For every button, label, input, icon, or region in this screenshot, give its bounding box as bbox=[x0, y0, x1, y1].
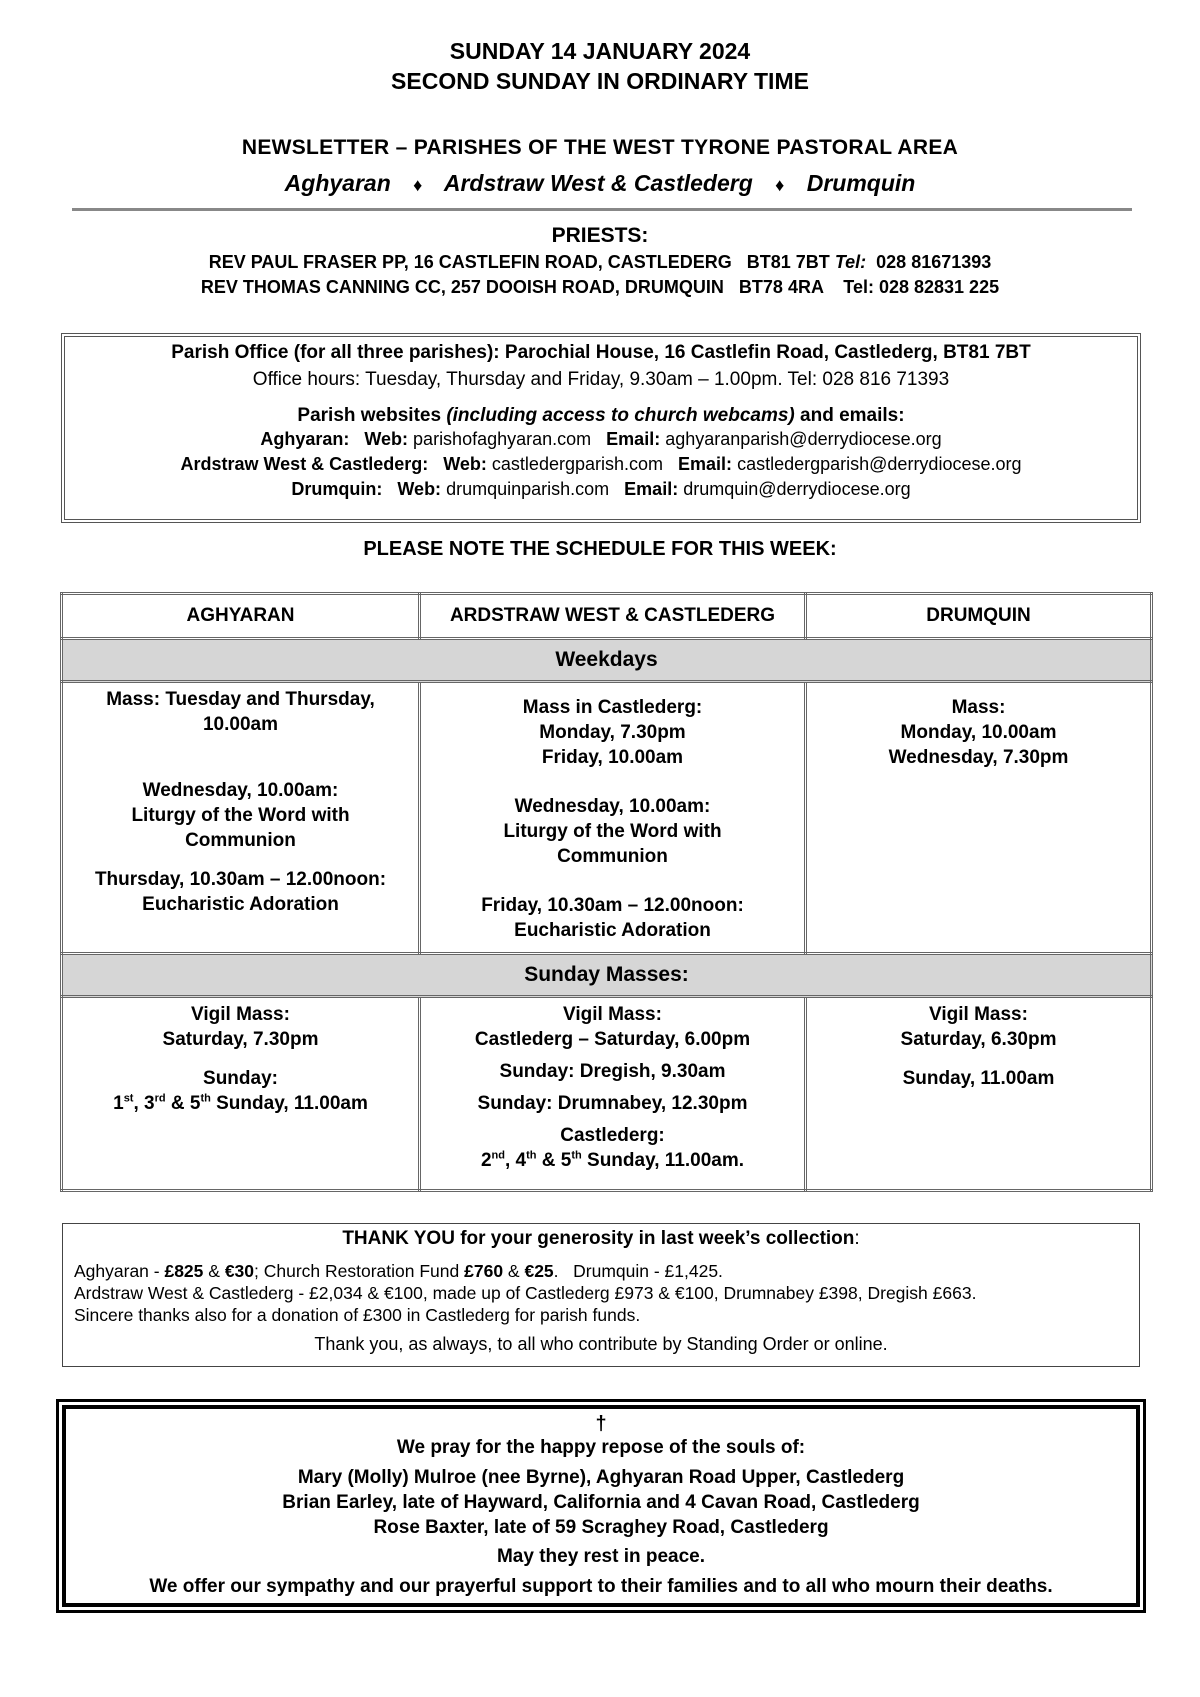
occasion-line: SECOND SUNDAY IN ORDINARY TIME bbox=[391, 68, 809, 94]
office-address: Parish Office (for all three parishes): Parochial House, 16 Castlefin Road, Castlederg, BT81 7BT bbox=[171, 342, 1031, 363]
priest-line bbox=[0, 275, 1200, 300]
office-hours: Office hours: Tuesday, Thursday and Friday, 9.30am – 1.00pm. Tel: 028 816 71393 bbox=[252, 369, 950, 390]
deceased-name: Brian Earley, late of Hayward, California and 4 Cavan Road, Castlederg bbox=[282, 1492, 920, 1513]
column-header-drumquin: DRUMQUIN bbox=[806, 594, 1152, 639]
ordinal-suffix: nd bbox=[491, 1149, 505, 1162]
weekdays-row bbox=[62, 682, 1152, 954]
contact-row bbox=[65, 427, 1137, 452]
schedule-line: Liturgy of the Word with bbox=[131, 805, 350, 826]
schedule-line: Communion bbox=[185, 830, 296, 851]
collection-text: Aghyaran - bbox=[74, 1261, 165, 1281]
collection-line bbox=[74, 1260, 1139, 1282]
schedule-line: Monday, 7.30pm bbox=[539, 722, 686, 743]
priest-phone: 028 82831 225 bbox=[873, 277, 1000, 297]
repose-title: We pray for the happy repose of the souls of: bbox=[396, 1437, 806, 1458]
schedule-line: Saturday, 7.30pm bbox=[162, 1029, 319, 1050]
web-label: Web: bbox=[397, 479, 442, 499]
ordinal-suffix: th bbox=[571, 1149, 582, 1162]
contact-parish: Drumquin: bbox=[291, 479, 383, 499]
schedule-line bbox=[63, 1091, 418, 1116]
ordinal-separator: & bbox=[165, 1093, 190, 1114]
web-label: Web: bbox=[443, 454, 487, 474]
sunday-cell-drumquin bbox=[806, 997, 1152, 1191]
schedule-line: Eucharistic Adoration bbox=[514, 920, 711, 941]
weekday-cell-castlederg bbox=[420, 682, 806, 954]
schedule-header-row bbox=[62, 594, 1152, 639]
priests-title: PRIESTS: bbox=[551, 224, 649, 247]
column-header-aghyaran: AGHYARAN bbox=[62, 594, 420, 639]
schedule-line: Castlederg – Saturday, 6.00pm bbox=[474, 1029, 751, 1050]
websites-heading-text: and emails: bbox=[794, 405, 905, 426]
websites-heading bbox=[65, 405, 1137, 427]
parish-name: Aghyaran bbox=[284, 170, 391, 196]
thanks-footer: Thank you, as always, to all who contribute by Standing Order or online. bbox=[314, 1334, 888, 1354]
sunday-cell-aghyaran bbox=[62, 997, 420, 1191]
weekday-cell-aghyaran bbox=[62, 682, 420, 954]
thanks-title-text: for your generosity in last week’s collection bbox=[454, 1228, 855, 1249]
parish-name: Ardstraw West & Castlederg bbox=[443, 170, 753, 196]
schedule-line: 10.00am bbox=[202, 714, 278, 735]
contact-row bbox=[65, 452, 1137, 477]
web-label: Web: bbox=[364, 429, 409, 449]
webcam-note: (including access to church webcams) bbox=[446, 405, 795, 426]
schedule-line: Sunday, 11.00am bbox=[902, 1068, 1055, 1089]
schedule-line: Mass: bbox=[951, 697, 1006, 718]
ordinal-separator: , bbox=[504, 1150, 516, 1171]
schedule-line: Mass: Tuesday and Thursday, bbox=[106, 689, 375, 710]
contact-row bbox=[65, 477, 1137, 502]
parish-list bbox=[0, 170, 1200, 197]
sympathy-line: We offer our sympathy and our prayerful support to their families and to all who mourn their deaths. bbox=[149, 1576, 1053, 1597]
schedule-note: PLEASE NOTE THE SCHEDULE FOR THIS WEEK: bbox=[363, 538, 837, 560]
repose-inner bbox=[62, 1405, 1140, 1607]
schedule-line: Friday, 10.00am bbox=[541, 747, 684, 768]
schedule-line: Thursday, 10.30am – 12.00noon: bbox=[94, 869, 387, 890]
diamond-separator-icon: ♦ bbox=[775, 175, 785, 195]
newsletter-title: NEWSLETTER – PARISHES OF THE WEST TYRONE PASTORAL AREA bbox=[241, 136, 959, 159]
ordinal-number: 5 bbox=[560, 1150, 572, 1171]
tel-label: Tel: bbox=[843, 277, 874, 297]
deceased-name: Rose Baxter, late of 59 Scraghey Road, Castlederg bbox=[373, 1517, 829, 1538]
schedule-line: Wednesday, 10.00am: bbox=[142, 780, 339, 801]
parish-office-box bbox=[61, 333, 1141, 523]
collection-text: & bbox=[203, 1261, 225, 1281]
sunday-band-row bbox=[62, 954, 1152, 997]
sunday-row bbox=[62, 997, 1152, 1191]
ordinal-number: 1 bbox=[113, 1093, 124, 1114]
collection-amount: £825 bbox=[164, 1261, 204, 1281]
ordinal-number: 4 bbox=[515, 1150, 527, 1171]
collection-text: . Drumquin - £1,425. bbox=[553, 1261, 723, 1281]
ordinal-number: 5 bbox=[189, 1093, 201, 1114]
collection-thanks-box bbox=[62, 1223, 1140, 1367]
ordinal-suffix: th bbox=[526, 1149, 537, 1162]
schedule-line: Liturgy of the Word with bbox=[503, 821, 722, 842]
priest-address: REV PAUL FRASER PP, 16 CASTLEFIN ROAD, CASTLEDERG BT81 7BT bbox=[208, 252, 835, 272]
ordinal-number: 3 bbox=[144, 1093, 155, 1114]
websites-heading-text: Parish websites bbox=[297, 405, 447, 426]
deceased-list bbox=[66, 1465, 1136, 1540]
schedule-time: Sunday, 11.00am bbox=[210, 1093, 368, 1114]
date-line: SUNDAY 14 JANUARY 2024 bbox=[449, 38, 751, 64]
schedule-line: Sunday: Dregish, 9.30am bbox=[499, 1061, 726, 1082]
header-divider bbox=[72, 208, 1132, 211]
schedule-line bbox=[421, 1148, 804, 1173]
email-label: Email: bbox=[606, 429, 661, 449]
email-label: Email: bbox=[678, 454, 733, 474]
collection-amount: €30 bbox=[224, 1261, 255, 1281]
schedule-line: Sunday: bbox=[203, 1068, 278, 1089]
schedule-table bbox=[60, 592, 1153, 1192]
ordinal-number: 2 bbox=[480, 1150, 492, 1171]
schedule-line: Castlederg: bbox=[560, 1125, 665, 1146]
website-link[interactable]: parishofaghyaran.com bbox=[413, 429, 592, 449]
priest-line bbox=[0, 250, 1200, 275]
cross-icon: † bbox=[595, 1413, 607, 1435]
collection-text: ; Church Restoration Fund bbox=[254, 1261, 465, 1281]
collection-line: Ardstraw West & Castlederg - £2,034 & €100, made up of Castlederg £973 & €100, Drumnabey £398, Dregish £663. bbox=[74, 1283, 977, 1303]
weekdays-band: Weekdays bbox=[62, 639, 1152, 682]
schedule-line: Eucharistic Adoration bbox=[142, 894, 339, 915]
tel-label: Tel: bbox=[834, 252, 867, 272]
schedule-line: Wednesday, 7.30pm bbox=[888, 747, 1069, 768]
schedule-time: Sunday, 11.00am. bbox=[581, 1150, 745, 1171]
repose-box bbox=[56, 1399, 1146, 1613]
contact-parish: Ardstraw West & Castlederg: bbox=[180, 454, 429, 474]
parish-name: Drumquin bbox=[806, 170, 916, 196]
priest-address: REV THOMAS CANNING CC, 257 DOOISH ROAD, DRUMQUIN BT78 4RA bbox=[200, 277, 844, 297]
schedule-line: Communion bbox=[557, 846, 668, 867]
website-link[interactable]: drumquinparish.com bbox=[446, 479, 610, 499]
schedule-line: Vigil Mass: bbox=[191, 1004, 290, 1025]
schedule-line: Sunday: Drumnabey, 12.30pm bbox=[477, 1093, 748, 1114]
sunday-cell-castlederg bbox=[420, 997, 806, 1191]
weekday-cell-drumquin bbox=[806, 682, 1152, 954]
collection-amount: €25 bbox=[524, 1261, 554, 1281]
thanks-title bbox=[63, 1228, 1139, 1250]
contact-parish: Aghyaran: bbox=[260, 429, 350, 449]
schedule-line: Friday, 10.30am – 12.00noon: bbox=[481, 895, 744, 916]
weekdays-band-row bbox=[62, 639, 1152, 682]
schedule-line: Vigil Mass: bbox=[563, 1004, 662, 1025]
thanks-title-colon: : bbox=[854, 1228, 860, 1249]
ordinal-suffix: th bbox=[200, 1092, 211, 1105]
email-label: Email: bbox=[624, 479, 679, 499]
schedule-line: Monday, 10.00am bbox=[900, 722, 1057, 743]
thanks-title-bold: THANK YOU bbox=[342, 1228, 455, 1249]
diamond-separator-icon: ♦ bbox=[413, 175, 423, 195]
collection-amount: £760 bbox=[464, 1261, 504, 1281]
priest-phone: 028 81671393 bbox=[866, 252, 992, 272]
priests-section bbox=[0, 224, 1200, 300]
sunday-masses-band: Sunday Masses: bbox=[62, 954, 1152, 997]
column-header-castlederg: ARDSTRAW WEST & CASTLEDERG bbox=[420, 594, 806, 639]
email-link[interactable]: drumquin@derrydiocese.org bbox=[683, 479, 911, 499]
deceased-name: Mary (Molly) Mulroe (nee Byrne), Aghyaran Road Upper, Castlederg bbox=[297, 1467, 905, 1488]
ordinal-separator: & bbox=[536, 1150, 561, 1171]
schedule-line: Vigil Mass: bbox=[929, 1004, 1028, 1025]
ordinal-separator: , bbox=[133, 1093, 145, 1114]
collection-line: Sincere thanks also for a donation of £300 in Castlederg for parish funds. bbox=[74, 1305, 641, 1325]
collection-text: & bbox=[503, 1261, 525, 1281]
email-link[interactable]: aghyaranparish@derrydiocese.org bbox=[665, 429, 942, 449]
website-link[interactable]: castledergparish.com bbox=[491, 454, 664, 474]
email-link[interactable]: castledergparish@derrydiocese.org bbox=[737, 454, 1022, 474]
ordinal-suffix: st bbox=[123, 1092, 134, 1105]
schedule-line: Wednesday, 10.00am: bbox=[514, 796, 711, 817]
schedule-line: Saturday, 6.30pm bbox=[900, 1029, 1057, 1050]
rest-in-peace: May they rest in peace. bbox=[496, 1546, 706, 1567]
collection-figures bbox=[74, 1260, 1139, 1326]
newsletter-date-heading bbox=[0, 36, 1200, 96]
schedule-line: Mass in Castlederg: bbox=[522, 697, 703, 718]
ordinal-suffix: rd bbox=[154, 1092, 166, 1105]
